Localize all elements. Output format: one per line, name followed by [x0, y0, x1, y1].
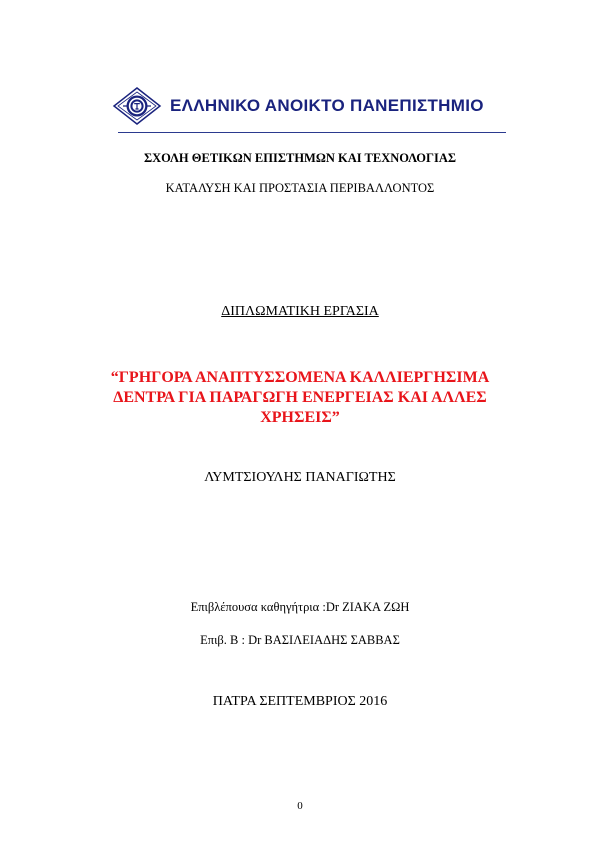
author-name: ΛΥΜΤΣΙΟΥΛΗΣ ΠΑΝΑΓΙΩΤΗΣ: [204, 470, 396, 485]
thesis-title: [90, 368, 510, 428]
university-name: ΕΛΛΗΝΙΚΟ ΑΝΟΙΚΤΟ ΠΑΝΕΠΙΣΤΗΜΙΟ: [170, 96, 484, 115]
school-name: ΣΧΟΛΗ ΘΕΤΙΚΩΝ ΕΠΙΣΤΗΜΩΝ ΚΑΙ ΤΕΧΝΟΛΟΓΙΑΣ: [143, 151, 457, 165]
page-number: 0: [297, 800, 303, 812]
co-supervisor: Επιβ. Β : Dr ΒΑΣΙΛΕΙΑΔΗΣ ΣΑΒΒΑΣ: [200, 633, 400, 647]
university-seal-icon: [110, 86, 164, 126]
thesis-title-line: “ΓΡΗΓΟΡΑ ΑΝΑΠΤΥΣΣΟΜΕΝΑ ΚΑΛΛΙΕΡΓΗΣΙΜΑ: [110, 369, 490, 386]
thesis-title-line: ΧΡΗΣΕΙΣ”: [260, 409, 340, 426]
document-type: ΔΙΠΛΩΜΑΤΙΚΗ ΕΡΓΑΣΙΑ: [221, 304, 379, 319]
header-divider: [118, 132, 506, 133]
department-name: ΚΑΤΑΛΥΣΗ ΚΑΙ ΠΡΟΣΤΑΣΙΑ ΠΕΡΙΒΑΛΛΟΝΤΟΣ: [165, 181, 435, 195]
place-date: ΠΑΤΡΑ ΣΕΠΤΕΜΒΡΙΟΣ 2016: [212, 694, 388, 709]
thesis-title-line: ΔΕΝΤΡΑ ΓΙΑ ΠΑΡΑΓΩΓΗ ΕΝΕΡΓΕΙΑΣ ΚΑΙ ΑΛΛΕΣ: [113, 389, 487, 406]
university-header: [110, 86, 506, 132]
supervisor: Επιβλέπουσα καθηγήτρια :Dr ΖΙΑΚΑ ΖΩΗ: [190, 600, 410, 614]
